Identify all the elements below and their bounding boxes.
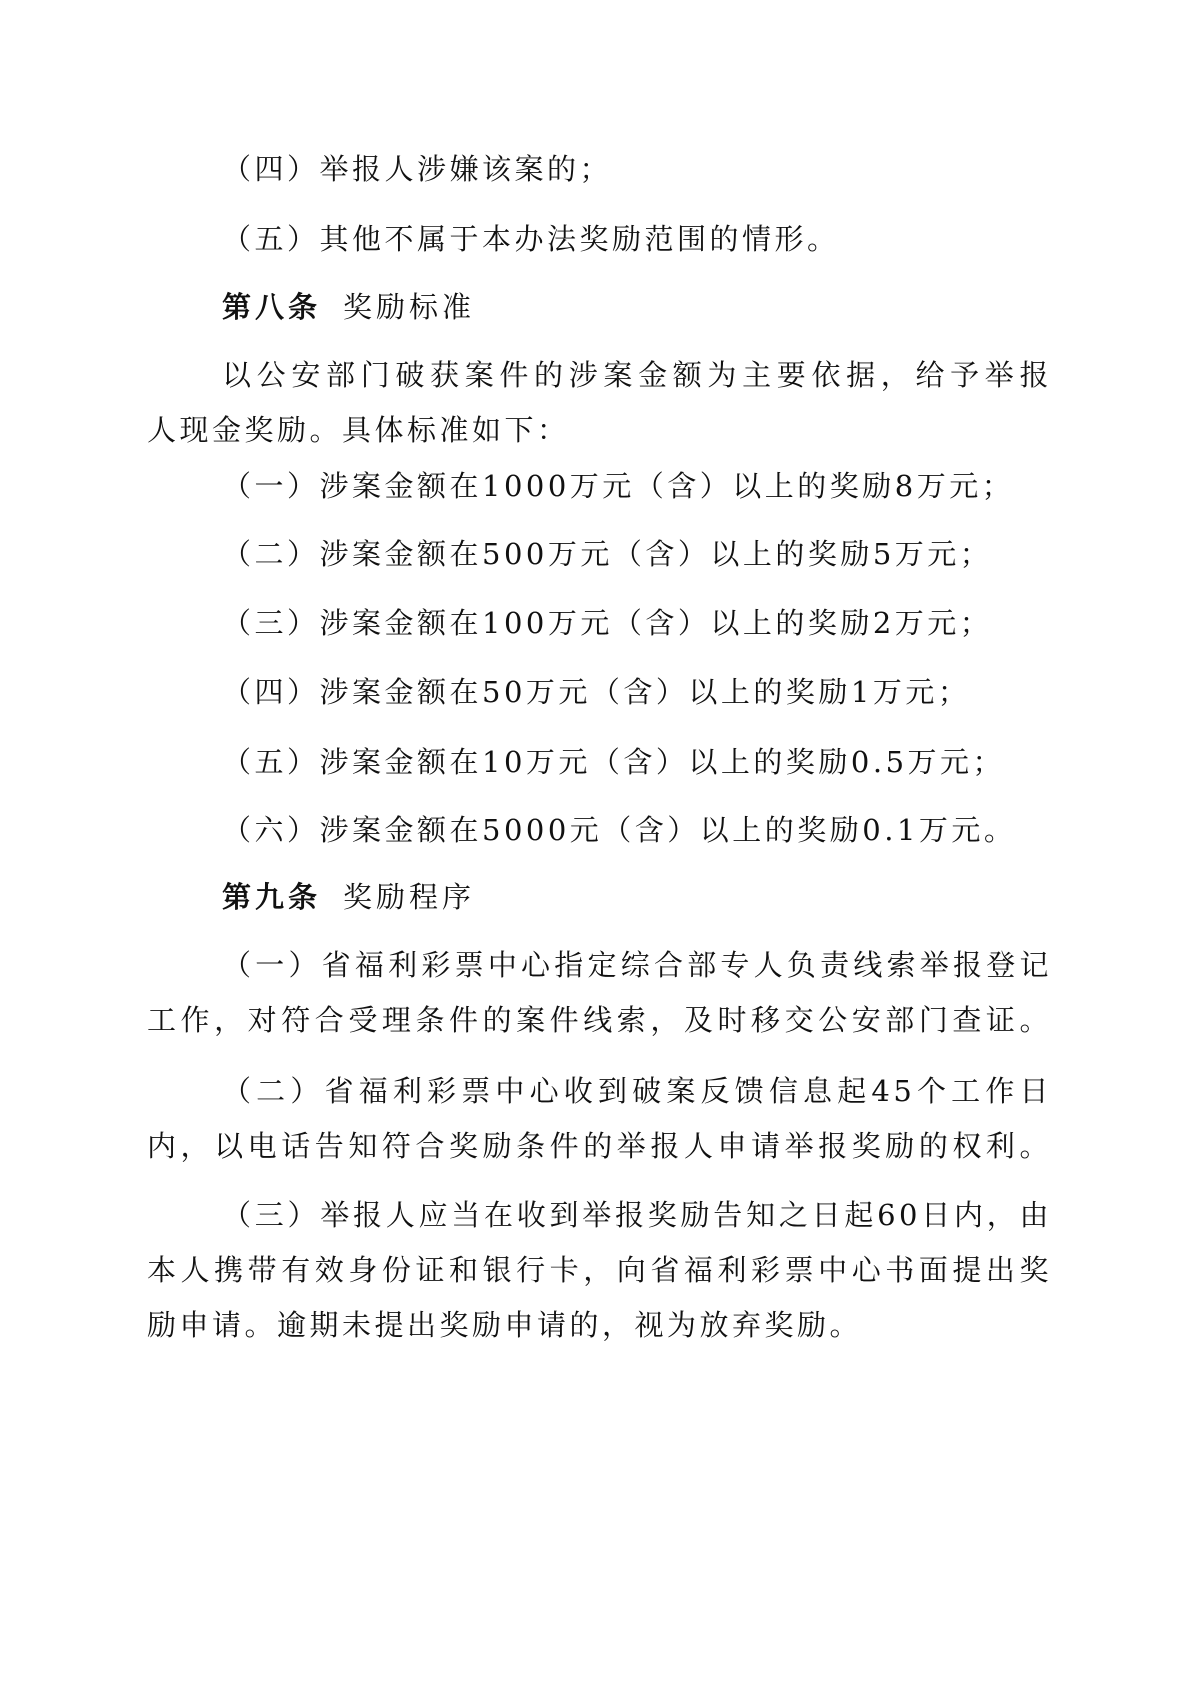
procedure-3-line: 励申请。逾期未提出奖励申请的，视为放弃奖励。	[147, 1308, 863, 1342]
paragraph-line: 以公安部门破获案件的涉案金额为主要依据，给予举报	[222, 358, 1052, 392]
reward-standard-4: （四）涉案金额在50万元（含）以上的奖励1万元；	[222, 675, 971, 709]
procedure-1-line: 工作，对符合受理条件的案件线索，及时移交公安部门查证。	[147, 1003, 1052, 1037]
exclusion-item-5: （五）其他不属于本办法奖励范围的情形。	[222, 222, 840, 256]
procedure-2-line: （二）省福利彩票中心收到破案反馈信息起45个工作日	[222, 1074, 1052, 1108]
reward-standard-6: （六）涉案金额在5000元（含）以上的奖励0.1万元。	[222, 813, 1017, 847]
article-9-number: 第九条	[222, 880, 322, 914]
paragraph-line: 人现金奖励。具体标准如下：	[147, 413, 570, 447]
reward-standard-2: （二）涉案金额在500万元（含）以上的奖励5万元；	[222, 537, 993, 571]
article-8-heading	[222, 287, 1052, 327]
article-9-title: 奖励程序	[343, 880, 476, 914]
procedure-2-line: 内，以电话告知符合奖励条件的举报人申请举报奖励的权利。	[147, 1129, 1052, 1163]
article-8-number: 第八条	[222, 290, 322, 324]
article-8-title: 奖励标准	[343, 290, 476, 324]
exclusion-item-4: （四）举报人涉嫌该案的；	[222, 152, 613, 186]
procedure-1-line: （一）省福利彩票中心指定综合部专人负责线索举报登记	[222, 948, 1052, 982]
procedure-3-line: （三）举报人应当在收到举报奖励告知之日起60日内，由	[222, 1198, 1052, 1232]
reward-standard-3: （三）涉案金额在100万元（含）以上的奖励2万元；	[222, 606, 993, 640]
article-9-heading	[222, 877, 1052, 917]
reward-standard-5: （五）涉案金额在10万元（含）以上的奖励0.5万元；	[222, 745, 1006, 779]
procedure-3-line: 本人携带有效身份证和银行卡，向省福利彩票中心书面提出奖	[147, 1253, 1052, 1287]
reward-standard-1: （一）涉案金额在1000万元（含）以上的奖励8万元；	[222, 469, 1015, 503]
